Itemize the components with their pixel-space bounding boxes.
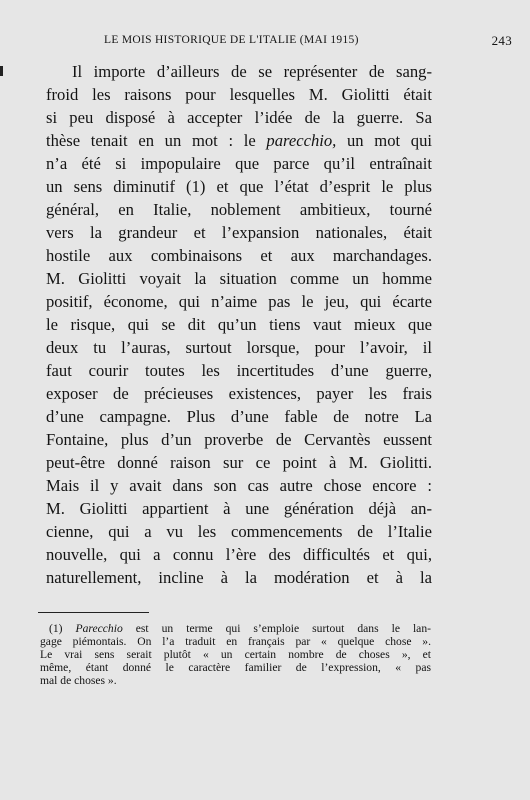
text-line: n’a été si impopulaire que parce qu’il entraînait: [46, 154, 432, 173]
text-line: nouvelle, qui a connu l’ère des difficultés et qui,: [46, 545, 432, 564]
text-line: M. Giolitti appartient à une génération déjà an-: [46, 499, 432, 518]
text-line: Il importe d’ailleurs de se représenter de sang-: [72, 62, 432, 81]
text-line: exposer de précieuses existences, payer les frais: [46, 384, 432, 403]
text-line: d’une campagne. Plus d’une fable de notre La: [46, 407, 432, 426]
text-line: hostile aux combinaisons et aux marchandages.: [46, 246, 432, 265]
running-title: LE MOIS HISTORIQUE DE L'ITALIE (MAI 1915): [104, 34, 359, 46]
footnote-line: Le vrai sens serait plutôt « un certain nombre de choses », et: [40, 648, 431, 661]
text-line: froid les raisons pour lesquelles M. Giolitti était: [46, 85, 432, 104]
text-line: si peu disposé à accepter l’idée de la guerre. Sa: [46, 108, 432, 127]
text-line: peut-être donné raison sur ce point à M. Giolitti.: [46, 453, 432, 472]
running-header: [104, 34, 512, 50]
text-line: deux tu l’auras, surtout lorsque, pour l’avoir, il: [46, 338, 432, 357]
text-line: Fontaine, plus d’un proverbe de Cervantès eussent: [46, 430, 432, 449]
footnote-line: mal de choses ».: [40, 674, 117, 687]
body-text: [46, 60, 432, 589]
margin-mark: [0, 66, 3, 76]
footnote-term: Parecchio: [75, 622, 123, 635]
text-line: Mais il y avait dans son cas autre chose encore :: [46, 476, 432, 495]
text-line: [46, 129, 432, 152]
text-line: faut courir toutes les incertitudes d’une guerre,: [46, 361, 432, 380]
text-line: vers la grandeur et l’expansion nationales, était: [46, 223, 432, 242]
text-line: M. Giolitti voyait la situation comme un homme: [46, 269, 432, 288]
text-line: cienne, qui a vu les commencements de l’Italie: [46, 522, 432, 541]
text-segment: thèse tenait en un mot : le: [46, 131, 256, 150]
text-line: le risque, qui se dit qu’un tiens vaut mieux que: [46, 315, 432, 334]
footnote-line: gage piémontais. On l’a traduit en français par « quelque chose ».: [40, 635, 431, 648]
text-line: naturellement, incline à la modération et à la: [46, 568, 432, 587]
footnote-line: même, étant donné le caractère familier de l’expression, « pas: [40, 661, 431, 674]
footnote-text: est un terme qui s’emploie surtout dans le lan-: [122, 622, 431, 635]
page-number: 243: [491, 33, 512, 48]
footnote: [40, 622, 431, 687]
text-line: un sens diminutif (1) et que l’état d’esprit le plus: [46, 177, 432, 196]
text-line: positif, économe, qui n’aime pas le jeu, qui écarte: [46, 292, 432, 311]
footnote-rule: [38, 612, 149, 613]
footnote-marker: (1): [49, 622, 63, 635]
text-line: général, en Italie, noblement ambitieux, tourné: [46, 200, 432, 219]
text-segment: un mot qui: [336, 131, 432, 150]
footnote-line: [40, 622, 431, 635]
italic-term: parecchio,: [266, 131, 337, 150]
